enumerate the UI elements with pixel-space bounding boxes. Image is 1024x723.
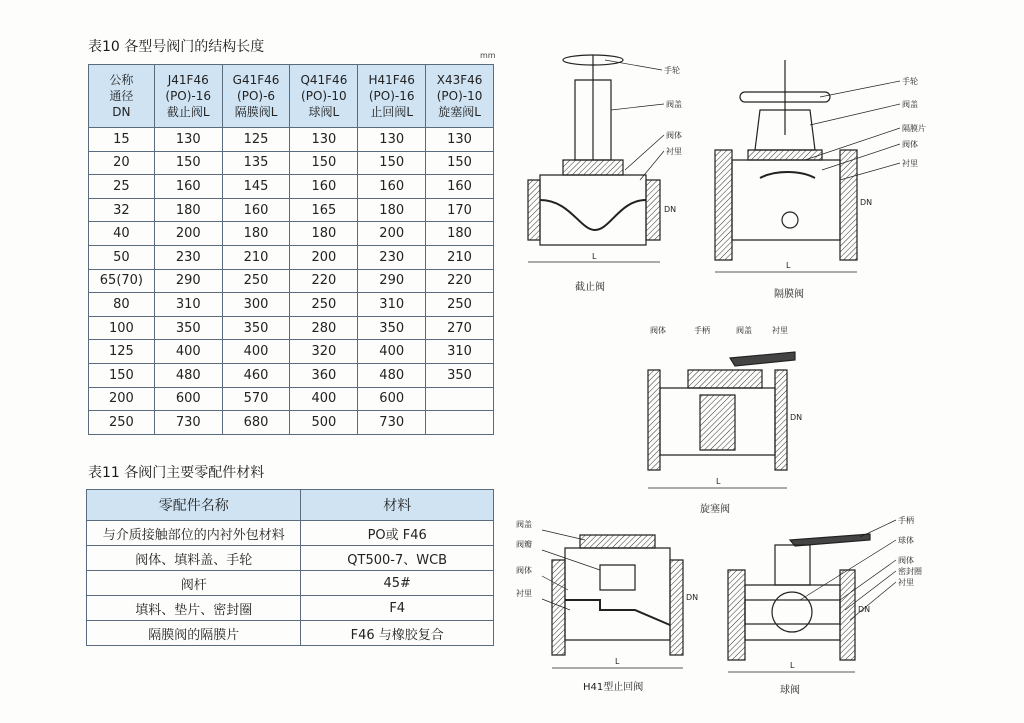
- plug-label-lining: 衬里: [772, 326, 788, 335]
- length-cell: 220: [426, 269, 494, 293]
- length-cell: 180: [290, 222, 358, 246]
- table10-header-line: 球阀L: [308, 105, 340, 119]
- table10-header-line: 隔膜阀L: [234, 105, 278, 119]
- length-cell: 130: [358, 128, 426, 152]
- table-row: [87, 596, 494, 621]
- length-cell: 500: [290, 411, 358, 435]
- length-cell: 350: [222, 316, 290, 340]
- check-dim-l: L: [615, 657, 620, 666]
- valve-drawings: [510, 40, 930, 700]
- length-cell: 135: [222, 151, 290, 175]
- table11-header-cell: 材料: [301, 490, 494, 521]
- table10-header-line: (PO)-10: [301, 89, 347, 103]
- length-cell: 150: [154, 151, 222, 175]
- check-caption: H41型止回阀: [583, 682, 644, 693]
- table-row: [89, 387, 494, 411]
- table10-header-line: DN: [112, 105, 131, 119]
- table11-header-cell: 零配件名称: [87, 490, 301, 521]
- ball-label-lining: 衬里: [898, 578, 914, 587]
- table10-header-cell: [222, 65, 290, 128]
- length-cell: 130: [426, 128, 494, 152]
- length-cell: 600: [154, 387, 222, 411]
- length-cell: 350: [426, 363, 494, 387]
- table10-header-cell: [154, 65, 222, 128]
- globe-valve-drawing: [528, 55, 682, 293]
- check-label-lining: 衬里: [516, 589, 532, 598]
- structure-length-table: [88, 64, 494, 435]
- length-cell: 460: [222, 363, 290, 387]
- length-cell: 600: [358, 387, 426, 411]
- table-row: [87, 571, 494, 596]
- length-cell: 230: [358, 245, 426, 269]
- length-cell: 310: [426, 340, 494, 364]
- diaphragm-caption: 隔膜阀: [774, 289, 804, 300]
- table10-header-line: 通径: [109, 89, 134, 103]
- length-cell: 250: [222, 269, 290, 293]
- table10-header-row: [89, 65, 494, 128]
- length-cell: 180: [358, 198, 426, 222]
- table-row: [87, 621, 494, 646]
- dn-cell: 80: [89, 293, 155, 317]
- part-name-cell: 阀杆: [87, 571, 301, 596]
- table-row: [89, 222, 494, 246]
- dn-cell: 125: [89, 340, 155, 364]
- diaphragm-label-body: 阀体: [902, 140, 918, 149]
- dn-cell: 65(70): [89, 269, 155, 293]
- ball-dim-dn: DN: [858, 605, 871, 614]
- table10-header-line: Q41F46: [300, 73, 348, 87]
- table-row: [89, 151, 494, 175]
- table10-header-line: (PO)-6: [237, 89, 276, 103]
- ball-label-ball: 球体: [898, 536, 914, 545]
- table10-header-cell: [358, 65, 426, 128]
- length-cell: 130: [290, 128, 358, 152]
- table-row: [87, 546, 494, 571]
- material-cell: F46 与橡胶复合: [301, 621, 494, 646]
- part-name-cell: 与介质接触部位的内衬外包材料: [87, 521, 301, 546]
- length-cell: 270: [426, 316, 494, 340]
- table10-header-line: 公称: [109, 73, 134, 87]
- length-cell: 230: [154, 245, 222, 269]
- table10-header-line: (PO)-10: [436, 89, 483, 103]
- length-cell: 400: [154, 340, 222, 364]
- length-cell: 170: [426, 198, 494, 222]
- table10-header-line: 止回阀L: [370, 105, 414, 119]
- length-cell: 200: [154, 222, 222, 246]
- table-row: [89, 316, 494, 340]
- table-row: [89, 293, 494, 317]
- table-row: [89, 340, 494, 364]
- plug-label-handle: 手柄: [694, 326, 710, 335]
- length-cell: 350: [154, 316, 222, 340]
- diaphragm-label-membrane: 隔膜片: [902, 124, 926, 133]
- diaphragm-dim-l: L: [786, 261, 791, 270]
- table-row: [89, 245, 494, 269]
- length-cell: 125: [222, 128, 290, 152]
- ball-label-body: 阀体: [898, 556, 914, 565]
- length-cell: 480: [358, 363, 426, 387]
- length-cell: 400: [358, 340, 426, 364]
- table10-title: 表10 各型号阀门的结构长度: [88, 39, 265, 55]
- plug-label-body: 阀体: [650, 326, 666, 335]
- length-cell: 680: [222, 411, 290, 435]
- ball-dim-l: L: [790, 661, 795, 670]
- length-cell: 160: [426, 175, 494, 199]
- length-cell: 160: [358, 175, 426, 199]
- length-cell: 360: [290, 363, 358, 387]
- length-cell: 290: [154, 269, 222, 293]
- check-label-bonnet: 阀盖: [516, 520, 532, 529]
- length-cell: 400: [290, 387, 358, 411]
- part-name-cell: 填料、垫片、密封圈: [87, 596, 301, 621]
- dn-cell: 25: [89, 175, 155, 199]
- dn-cell: 20: [89, 151, 155, 175]
- check-valve-drawing: [516, 519, 698, 693]
- globe-dim-dn: DN: [664, 205, 677, 214]
- table-row: [89, 411, 494, 435]
- length-cell: 310: [154, 293, 222, 317]
- table11-title: 表11 各阀门主要零配件材料: [88, 465, 265, 481]
- plug-dim-dn: DN: [790, 413, 803, 422]
- globe-label-body: 阀体: [666, 131, 682, 140]
- length-cell: 150: [426, 151, 494, 175]
- table10-header-line: X43F46: [436, 73, 483, 87]
- table10-header-line: 截止阀L: [166, 105, 210, 119]
- length-cell: 160: [290, 175, 358, 199]
- dn-cell: 250: [89, 411, 155, 435]
- diaphragm-valve-drawing: [715, 60, 926, 300]
- table11-header-row: [87, 490, 494, 521]
- length-cell: 150: [290, 151, 358, 175]
- table-row: [89, 269, 494, 293]
- globe-label-handwheel: 手轮: [664, 66, 680, 75]
- table10-header-line: J41F46: [167, 73, 209, 87]
- table-row: [87, 521, 494, 546]
- length-cell: 200: [358, 222, 426, 246]
- length-cell: [426, 387, 494, 411]
- diaphragm-label-bonnet: 阀盖: [902, 100, 918, 109]
- table10-header-cell: [290, 65, 358, 128]
- table-row: [89, 198, 494, 222]
- diaphragm-dim-dn: DN: [860, 198, 873, 207]
- plug-dim-l: L: [716, 477, 721, 486]
- length-cell: 570: [222, 387, 290, 411]
- table10-header-cell: [89, 65, 155, 128]
- table10-header-cell: [426, 65, 494, 128]
- length-cell: 210: [426, 245, 494, 269]
- length-cell: 130: [154, 128, 222, 152]
- globe-dim-l: L: [592, 252, 597, 261]
- dn-cell: 32: [89, 198, 155, 222]
- material-cell: F4: [301, 596, 494, 621]
- check-label-disc: 阀瓣: [516, 540, 532, 549]
- check-label-body: 阀体: [516, 566, 532, 575]
- length-cell: 165: [290, 198, 358, 222]
- length-cell: 290: [358, 269, 426, 293]
- table10-header-line: (PO)-16: [165, 89, 212, 103]
- materials-table: [86, 489, 494, 646]
- dn-cell: 40: [89, 222, 155, 246]
- check-dim-dn: DN: [686, 593, 699, 602]
- length-cell: 730: [154, 411, 222, 435]
- diaphragm-label-handwheel: 手轮: [902, 77, 918, 86]
- table-row: [89, 128, 494, 152]
- globe-caption: 截止阀: [575, 282, 605, 293]
- part-name-cell: 隔膜阀的隔膜片: [87, 621, 301, 646]
- length-cell: 180: [426, 222, 494, 246]
- length-cell: 180: [222, 222, 290, 246]
- length-cell: 250: [290, 293, 358, 317]
- part-name-cell: 阀体、填料盖、手轮: [87, 546, 301, 571]
- diaphragm-label-lining: 衬里: [902, 159, 918, 168]
- length-cell: 220: [290, 269, 358, 293]
- length-cell: 160: [222, 198, 290, 222]
- length-cell: 160: [154, 175, 222, 199]
- table10-header-line: G41F46: [232, 73, 280, 87]
- table10-header-line: 旋塞阀L: [438, 105, 481, 119]
- length-cell: 180: [154, 198, 222, 222]
- length-cell: 150: [358, 151, 426, 175]
- length-cell: 200: [290, 245, 358, 269]
- ball-label-seal: 密封圈: [898, 567, 922, 576]
- ball-label-handle: 手柄: [898, 516, 914, 525]
- dn-cell: 15: [89, 128, 155, 152]
- length-cell: 480: [154, 363, 222, 387]
- globe-label-lining: 衬里: [666, 147, 682, 156]
- table10-header-line: (PO)-16: [368, 89, 415, 103]
- length-cell: 730: [358, 411, 426, 435]
- dn-cell: 50: [89, 245, 155, 269]
- table10-unit: mm: [480, 51, 496, 60]
- length-cell: [426, 411, 494, 435]
- ball-caption: 球阀: [780, 685, 800, 696]
- plug-label-bonnet: 阀盖: [736, 326, 752, 335]
- globe-label-bonnet: 阀盖: [666, 100, 682, 109]
- table10-header-line: H41F46: [368, 73, 415, 87]
- length-cell: 400: [222, 340, 290, 364]
- material-cell: 45#: [301, 571, 494, 596]
- length-cell: 320: [290, 340, 358, 364]
- plug-caption: 旋塞阀: [700, 504, 730, 515]
- material-cell: PO或 F46: [301, 521, 494, 546]
- length-cell: 210: [222, 245, 290, 269]
- length-cell: 145: [222, 175, 290, 199]
- dn-cell: 150: [89, 363, 155, 387]
- plug-valve-drawing: [648, 325, 802, 515]
- length-cell: 250: [426, 293, 494, 317]
- dn-cell: 200: [89, 387, 155, 411]
- length-cell: 280: [290, 316, 358, 340]
- dn-cell: 100: [89, 316, 155, 340]
- length-cell: 300: [222, 293, 290, 317]
- length-cell: 310: [358, 293, 426, 317]
- table-row: [89, 363, 494, 387]
- material-cell: QT500-7、WCB: [301, 546, 494, 571]
- length-cell: 350: [358, 316, 426, 340]
- table-row: [89, 175, 494, 199]
